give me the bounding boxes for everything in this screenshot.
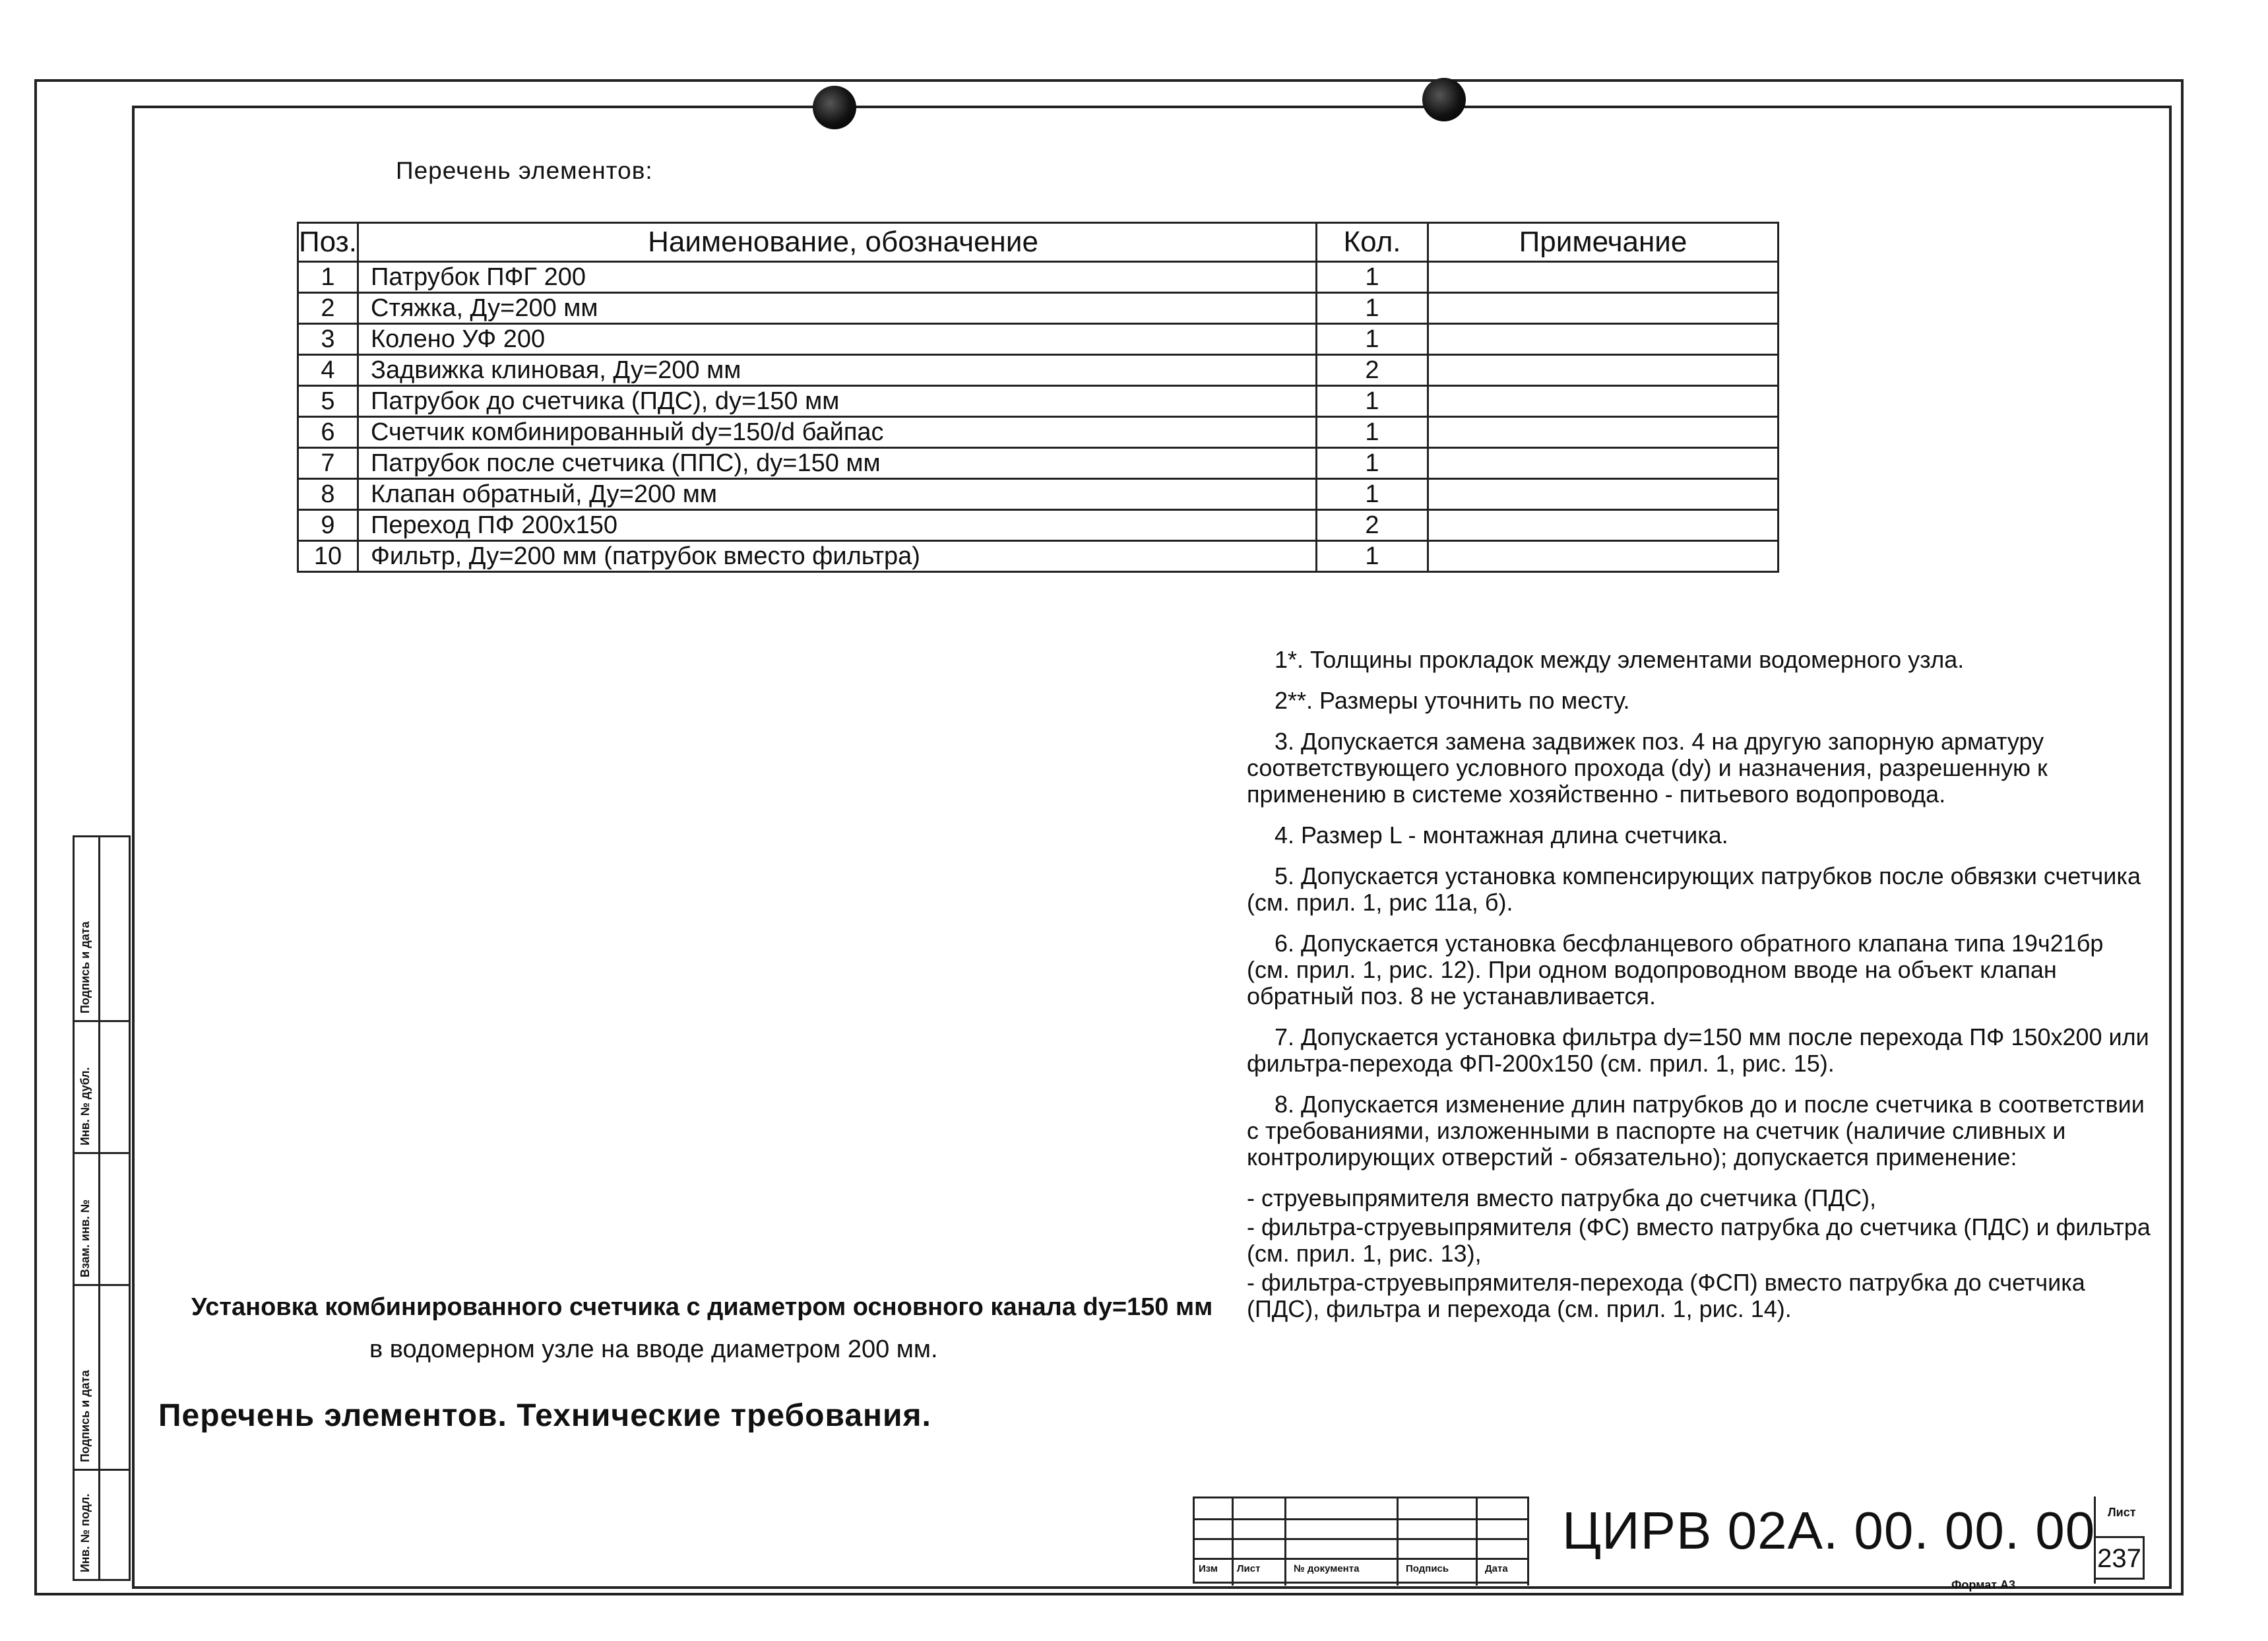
- cell-note: [1428, 386, 1779, 417]
- table-row: [298, 417, 1779, 448]
- elements-table: [297, 222, 1779, 573]
- revision-grid-line: [1195, 1582, 1529, 1584]
- cell-note: [1428, 510, 1779, 541]
- title-block-header: Изм: [1199, 1563, 1218, 1574]
- table-row: [298, 479, 1779, 510]
- cell-name: Клапан обратный, Ду=200 мм: [358, 479, 1317, 510]
- requirement-5: 5. Допускается установка компенсирующих патрубков после обвязки счетчика (см. прил. 1, рис 11а, б).: [1247, 862, 2141, 916]
- revision-grid-line: [1195, 1538, 1529, 1540]
- revision-grid-line: [1195, 1518, 1529, 1520]
- cell-note: [1428, 262, 1779, 293]
- cell-note: [1428, 541, 1779, 572]
- cell-qty: 1: [1317, 479, 1428, 510]
- revision-grid-line: [1284, 1498, 1286, 1586]
- cell-pos: 4: [298, 355, 358, 386]
- side-stamp: [73, 835, 131, 1581]
- cell-note: [1428, 417, 1779, 448]
- requirement-6: 6. Допускается установка бесфланцевого обратного клапана типа 19ч21бр (см. прил. 1, рис. 12). При одном водопроводном вводе на объект клапан обратный поз. 8 не устанавливается.: [1247, 930, 2104, 1010]
- sheet-number: 237: [2096, 1536, 2145, 1580]
- title-block-header: Дата: [1485, 1563, 1508, 1574]
- table-row: [298, 448, 1779, 479]
- cell-name: Колено УФ 200: [358, 324, 1317, 355]
- cell-pos: 7: [298, 448, 358, 479]
- title-block: [1193, 1496, 2143, 1584]
- side-stamp-label: Подпись и дата: [79, 921, 92, 1014]
- cell-qty: 1: [1317, 262, 1428, 293]
- cell-note: [1428, 293, 1779, 324]
- cell-qty: 2: [1317, 510, 1428, 541]
- requirement-8-item-3: - фильтра-струевыпрямителя-перехода (ФСП) вместо патрубка до счетчика (ПДС), фильтра и перехода (см. прил. 1, рис. 14).: [1247, 1269, 2085, 1322]
- table-row: [298, 541, 1779, 572]
- cell-note: [1428, 448, 1779, 479]
- cell-pos: 9: [298, 510, 358, 541]
- requirement-4: 4. Размер L - монтажная длина счетчика.: [1275, 821, 1728, 849]
- revision-grid-line: [1232, 1498, 1234, 1586]
- cell-qty: 1: [1317, 417, 1428, 448]
- table-row: [298, 293, 1779, 324]
- side-stamp-cell: [75, 1471, 129, 1579]
- side-stamp-label: Взам. инв. №: [79, 1199, 92, 1277]
- drawing-caption-line-1: Установка комбинированного счетчика с диаметром основного канала dy=150 мм: [191, 1293, 1213, 1321]
- binder-hole-left: [813, 86, 856, 129]
- requirement-3: 3. Допускается замена задвижек поз. 4 на другую запорную арматуру соответствующего условного прохода (dy) и назначения, разрешенную к применению в системе хозяйственно - питьевого водопровода.: [1247, 728, 2048, 808]
- cell-name: Задвижка клиновая, Ду=200 мм: [358, 355, 1317, 386]
- side-stamp-cell: [75, 837, 129, 1022]
- requirement-8-item-1: - струевыпрямителя вместо патрубка до счетчика (ПДС),: [1247, 1184, 1876, 1211]
- technical-requirements: [1247, 647, 2151, 1325]
- requirement-7: 7. Допускается установка фильтра dy=150 мм после перехода ПФ 150х200 или фильтра-перехода ФП-200х150 (см. прил. 1, рис. 15).: [1247, 1023, 2149, 1077]
- drawing-caption-title: Перечень элементов. Технические требования.: [158, 1398, 931, 1433]
- table-row: [298, 510, 1779, 541]
- cell-pos: 5: [298, 386, 358, 417]
- side-stamp-cell: [75, 1022, 129, 1154]
- cell-pos: 3: [298, 324, 358, 355]
- revision-grid-line: [1527, 1498, 1529, 1586]
- table-row: [298, 355, 1779, 386]
- drawing-caption-line-2: в водомерном узле на вводе диаметром 200 мм.: [369, 1335, 938, 1363]
- cell-name: Патрубок ПФГ 200: [358, 262, 1317, 293]
- cell-pos: 2: [298, 293, 358, 324]
- binder-hole-right: [1422, 78, 1466, 121]
- side-stamp-label: Подпись и дата: [79, 1370, 92, 1462]
- elements-list-title: Перечень элементов:: [396, 157, 653, 184]
- cell-pos: 10: [298, 541, 358, 572]
- requirement-8: 8. Допускается изменение длин патрубков до и после счетчика в соответствии с требованиями, изложенными в паспорте на счетчик (наличие сливных и контролирующих отверстий - обязательно); допускается применение:: [1247, 1091, 2145, 1171]
- cell-pos: 6: [298, 417, 358, 448]
- title-block-header: № документа: [1294, 1563, 1360, 1574]
- cell-name: Переход ПФ 200х150: [358, 510, 1317, 541]
- sheet-number-box: [2094, 1496, 2145, 1584]
- header-qty: Кол.: [1317, 223, 1428, 262]
- format-label: Формат А3: [1951, 1578, 2016, 1592]
- side-stamp-cell: [75, 1286, 129, 1471]
- cell-pos: 1: [298, 262, 358, 293]
- cell-note: [1428, 324, 1779, 355]
- cell-qty: 1: [1317, 386, 1428, 417]
- revision-grid-line: [1397, 1498, 1399, 1586]
- side-stamp-label: Инв. № дубл.: [79, 1067, 92, 1145]
- cell-pos: 8: [298, 479, 358, 510]
- table-row: [298, 324, 1779, 355]
- cell-qty: 1: [1317, 324, 1428, 355]
- revision-grid-line: [1476, 1498, 1478, 1586]
- cell-qty: 1: [1317, 448, 1428, 479]
- cell-qty: 1: [1317, 293, 1428, 324]
- title-block-header: Подпись: [1406, 1563, 1449, 1574]
- header-name: Наименование, обозначение: [358, 223, 1317, 262]
- table-row: [298, 386, 1779, 417]
- requirement-8-item-2: - фильтра-струевыпрямителя (ФС) вместо патрубка до счетчика (ПДС) и фильтра (см. прил. 1, рис. 13),: [1247, 1213, 2151, 1267]
- header-pos: Поз.: [298, 223, 358, 262]
- table-row: [298, 262, 1779, 293]
- document-code: ЦИРВ 02А. 00. 00. 00: [1562, 1501, 2096, 1560]
- requirement-2: 2**. Размеры уточнить по месту.: [1275, 687, 1630, 714]
- cell-note: [1428, 479, 1779, 510]
- cell-qty: 1: [1317, 541, 1428, 572]
- cell-name: Патрубок после счетчика (ППС), dy=150 мм: [358, 448, 1317, 479]
- sheet-label: Лист: [2108, 1506, 2136, 1519]
- side-stamp-cell: [75, 1154, 129, 1286]
- cell-name: Фильтр, Ду=200 мм (патрубок вместо фильтра): [358, 541, 1317, 572]
- cell-name: Патрубок до счетчика (ПДС), dy=150 мм: [358, 386, 1317, 417]
- cell-name: Счетчик комбинированный dy=150/d байпас: [358, 417, 1317, 448]
- title-block-header: Лист: [1237, 1563, 1261, 1574]
- revision-grid-line: [1195, 1558, 1529, 1560]
- revision-grid: [1193, 1496, 1529, 1584]
- cell-qty: 2: [1317, 355, 1428, 386]
- cell-name: Стяжка, Ду=200 мм: [358, 293, 1317, 324]
- table-header-row: [298, 223, 1779, 262]
- cell-note: [1428, 355, 1779, 386]
- header-note: Примечание: [1428, 223, 1779, 262]
- requirement-1: 1*. Толщины прокладок между элементами водомерного узла.: [1275, 646, 1965, 673]
- side-stamp-label: Инв. № подл.: [79, 1493, 92, 1572]
